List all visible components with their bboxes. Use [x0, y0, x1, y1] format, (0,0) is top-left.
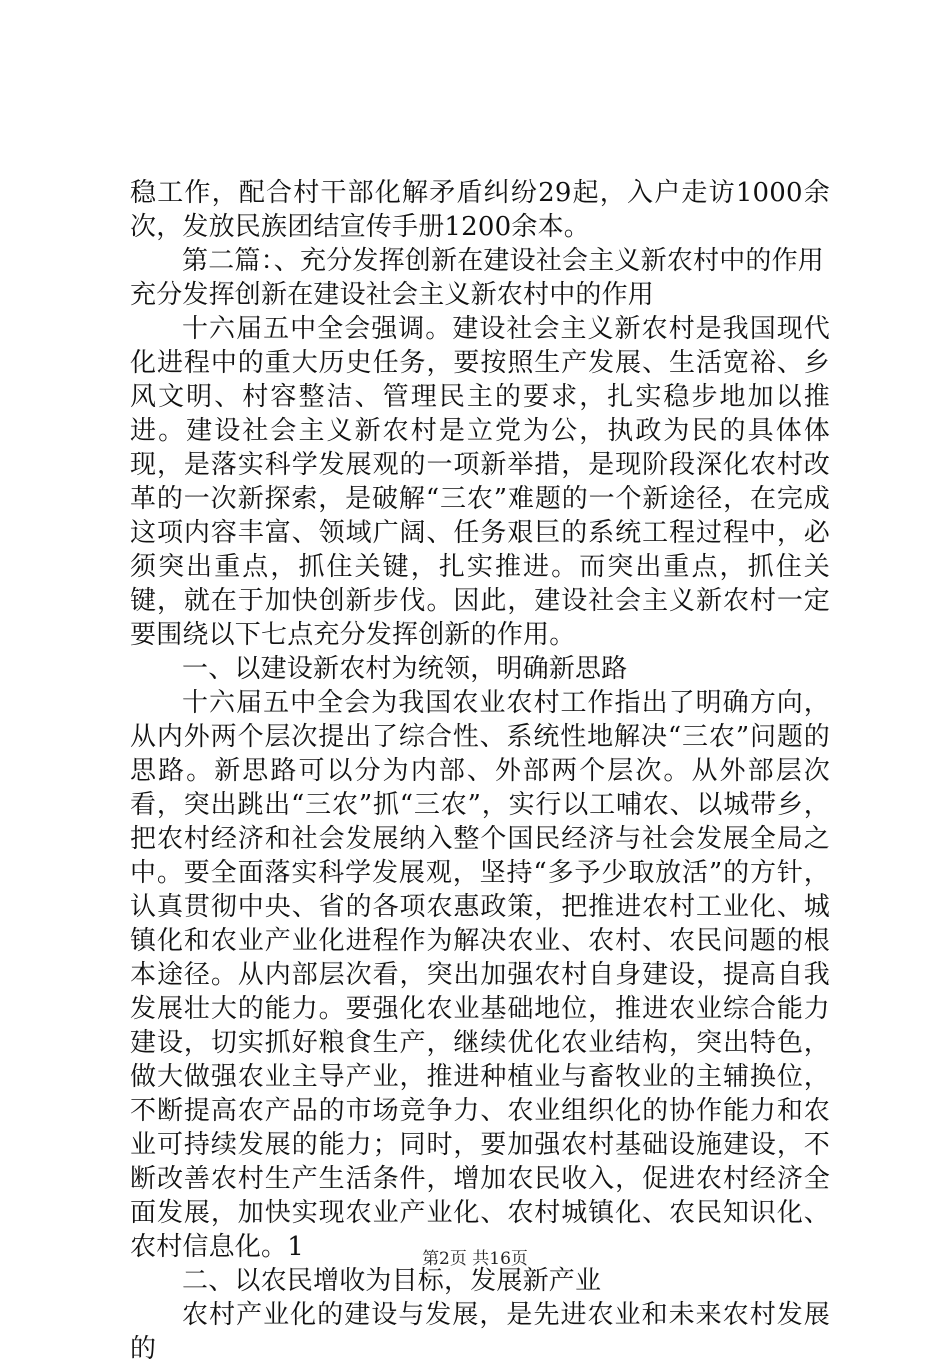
section-heading-1: 一、以建设新农村为统领，明确新思路	[182, 654, 628, 684]
paragraph-5: 十六届五中全会为我国农业农村工作指出了明确方向，从内外两个层次提出了综合性、系统性地解决“三农”问题的思路。新思路可以分为内部、外部两个层次。从外部层次看，突出跳出“三农”抓“三农”，实行以工哺农、以城带乡，把农村经济和社会发展纳入整个国民经济与社会发展全局之中。要全面落实科学发展观，坚持“多予少取放活”的方针，认真贯彻中央、省的各项农惠政策，把推进农村工业化、城镇化和农业产业化进程作为解决农业、农村、农民问题的根本途径。从内部层次看，突出加强农村自身建设，提高自我发展壮大的能力。要强化农业基础地位，推进农业综合能力建设，切实抓好粮食生产，继续优化农业结构，突出特色，做大做强农业主导产业，推进种植业与畜牧业的主辅换位，不断提高农产品的市场竞争力、农业组织化的协作能力和农业可持续发展的能力；同时，要加强农村基础设施建设，不断改善农村生产生活条件，增加农民收入，促进农村经济全面发展，加快实现农业产业化、农村城镇化、农民知识化、农村信息化。1	[130, 688, 830, 1262]
section-heading-2: 二、以农民增收为目标，发展新产业	[182, 1266, 602, 1296]
paragraph-6: 农村产业化的建设与发展，是先进农业和未来农村发展的	[130, 1300, 830, 1364]
paragraph-1: 稳工作，配合村干部化解矛盾纠纷29起，入户走访1000余次，发放民族团结宣传手册1200余本。	[130, 178, 830, 242]
paragraph-4: 十六届五中全会强调。建设社会主义新农村是我国现代化进程中的重大历史任务，要按照生产发展、生活宽裕、乡风文明、村容整洁、管理民主的要求，扎实稳步地加以推进。建设社会主义新农村是立党为公，执政为民的具体体现，是落实科学发展观的一项新举措，是现阶段深化农村改革的一次新探索，是破解“三农”难题的一个新途径，在完成这项内容丰富、领域广阔、任务艰巨的系统工程过程中，必须突出重点，抓住关键，扎实推进。而突出重点，抓住关键，就在于加快创新步伐。因此，建设社会主义新农村一定要围绕以下七点充分发挥创新的作用。	[130, 314, 830, 650]
paragraph-3: 充分发挥创新在建设社会主义新农村中的作用	[130, 280, 655, 310]
document-body	[130, 176, 830, 1366]
page-footer: 第2页 共16页	[422, 1249, 528, 1269]
paragraph-2: 第二篇：、充分发挥创新在建设社会主义新农村中的作用	[182, 246, 825, 276]
